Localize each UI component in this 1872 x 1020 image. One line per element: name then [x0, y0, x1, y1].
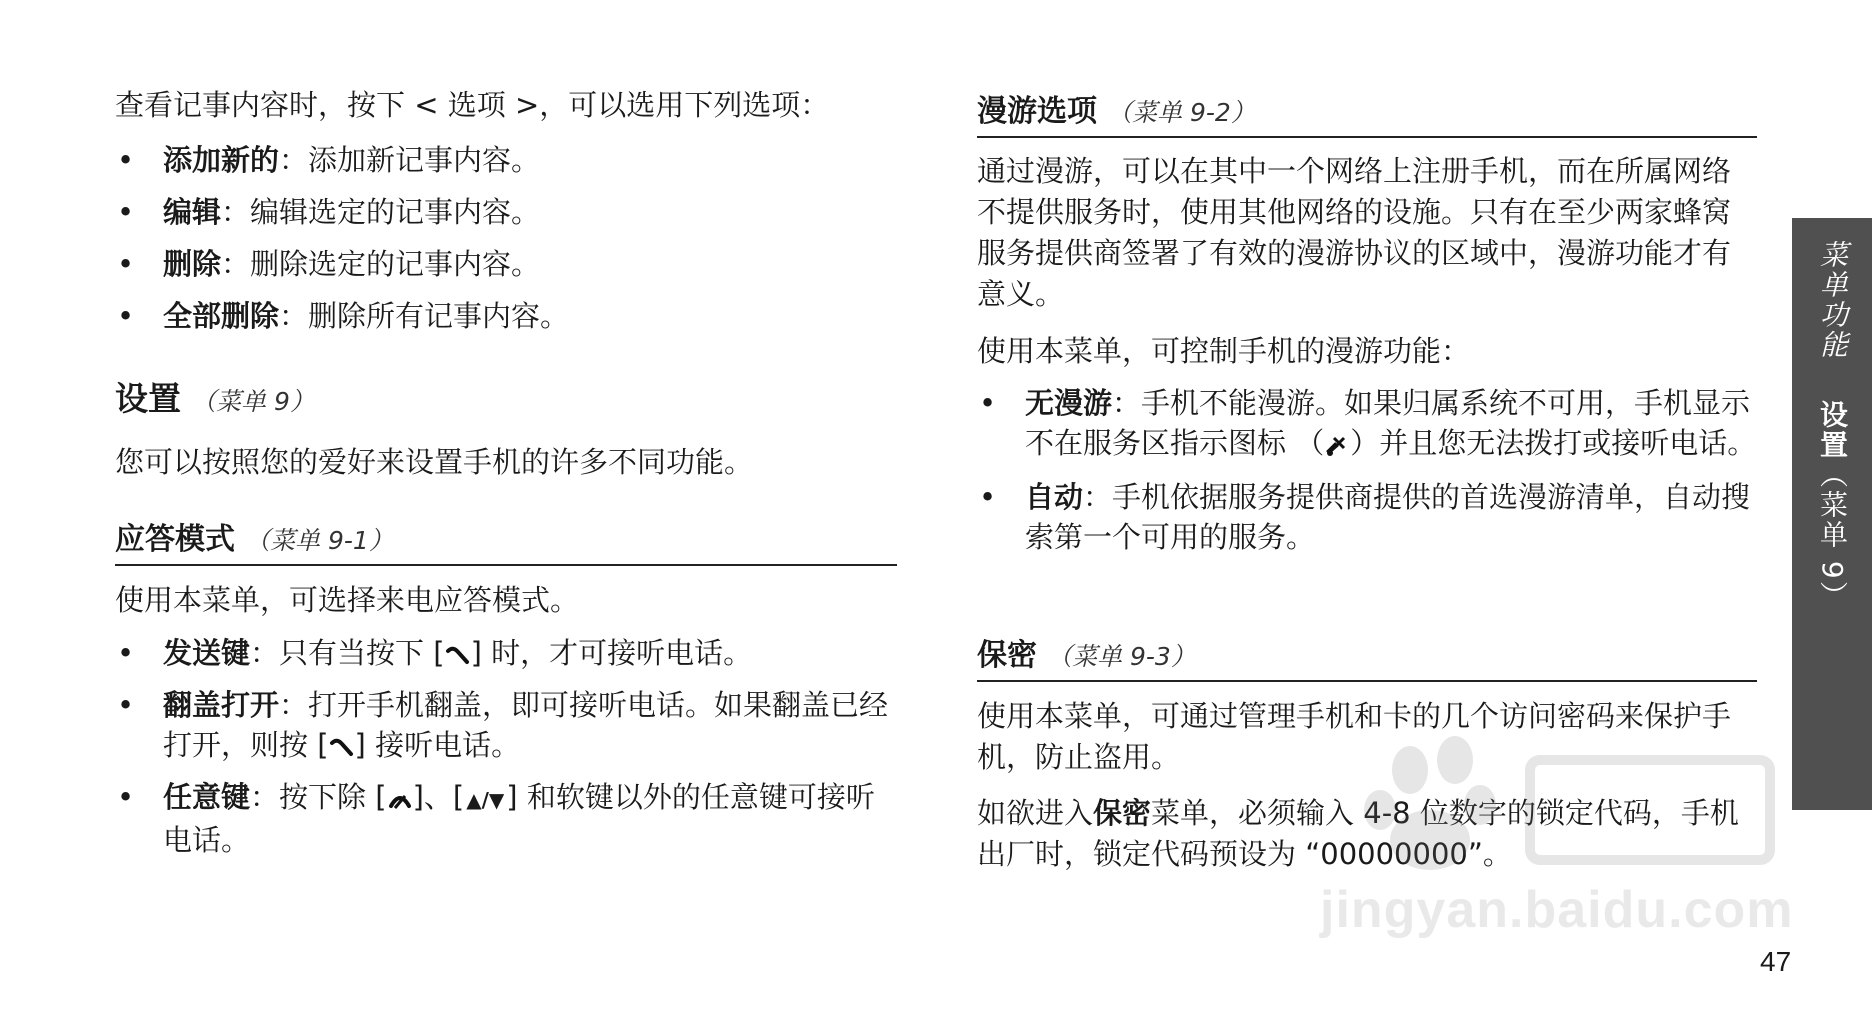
volume-keys-icon: ▲/▼ [466, 788, 505, 812]
list-item: • 添加新的：添加新记事内容。 [117, 143, 541, 177]
list-item: • 无漫游：手机不能漫游。如果归属系统不可用，手机显示不在服务区指示图标 （ ）并且您无法拨打或接听电话。 [979, 386, 1757, 460]
security-text-2: 如欲进入保密菜单，必须输入 4-8 位数字的锁定代码，手机出厂时，锁定代码预设为 “00000000”。 [977, 796, 1739, 871]
security-heading: 保密 （菜单 9-3） [977, 630, 1757, 682]
no-service-icon [1324, 432, 1350, 458]
security-text-1: 使用本菜单，可通过管理手机和卡的几个访问密码来保护手机，防止盗用。 [977, 699, 1732, 774]
roaming-text-1: 通过漫游，可以在其中一个网络上注册手机，而在所属网络不提供服务时，使用其他网络的设施。只有在至少两家蜂窝服务提供商签署了有效的漫游协议的区域中，漫游功能才有意义。 [977, 154, 1732, 311]
send-key-icon [445, 642, 471, 668]
list-item: • 任意键：按下除 [ ]、[ ▲/▼] 和软键以外的任意键可接听电话。 [117, 780, 875, 857]
roaming-heading: 漫游选项 （菜单 9-2） [977, 86, 1757, 138]
list-item: • 发送键：只有当按下 [ ] 时，才可接听电话。 [117, 636, 753, 670]
baidu-watermark: jingyan.baidu.com [1320, 730, 1800, 960]
roaming-text-2: 使用本菜单，可控制手机的漫游功能： [977, 334, 1471, 368]
settings-text: 您可以按照您的爱好来设置手机的许多不同功能。 [115, 445, 754, 479]
send-key-icon [329, 734, 355, 760]
chapter-side-tab: 菜单功能设置（菜单 9） [1792, 218, 1872, 810]
list-item: • 编辑：编辑选定的记事内容。 [117, 195, 541, 229]
answer-mode-heading: 应答模式 （菜单 9-1） [115, 514, 897, 566]
list-item: • 自动：手机依据服务提供商提供的首选漫游清单，自动搜索第一个可用的服务。 [979, 480, 1751, 554]
notes-options-list [115, 140, 897, 348]
answer-mode-text: 使用本菜单，可选择来电应答模式。 [115, 583, 580, 617]
list-item: • 删除：删除选定的记事内容。 [117, 247, 541, 281]
list-item: • 翻盖打开：打开手机翻盖，即可接听电话。如果翻盖已经打开，则按 [ ] 接听电话。 [117, 688, 889, 762]
notes-options-intro: 查看记事内容时，按下 < 选项 >，可以选用下列选项： [115, 88, 830, 122]
page-number: 47 [1760, 946, 1792, 977]
end-key-icon [387, 786, 413, 812]
settings-heading: 设置 （菜单 9） [115, 379, 315, 418]
roaming-list [977, 383, 1757, 569]
answer-mode-list [115, 633, 897, 872]
list-item: • 全部删除：删除所有记事内容。 [117, 299, 570, 333]
